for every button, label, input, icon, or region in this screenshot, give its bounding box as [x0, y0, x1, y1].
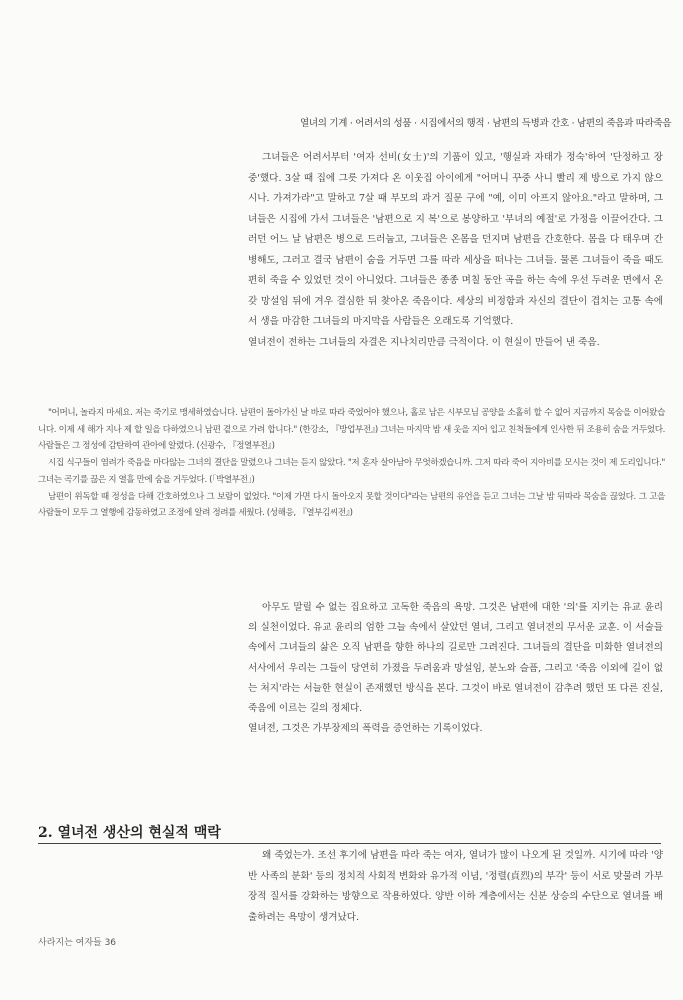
- quote-1: "어머니, 놀라지 마세요. 저는 죽기로 맹세하였습니다. 남편이 돌아가신 날 바로 따라 죽었어야 했으나, 홀로 남은 시부모님 공양을 소홀히 할 수 없어 지금까지 목숨을 이어왔습니다. 이제 세 해가 지나 제 할 일을 다하였으니 남편 곁으로 가려 합니다." (한강소, 『방업부전』) 그녀는 마지막 밤 새 옷을 지어 입고 친척들에게 인사한 뒤 조용히 숨을 거두었다. 사람들은 그 정성에 감탄하여 관아에 알렸다. (신광수, 『정열부전』): [38, 408, 665, 452]
- section-heading: 2. 열녀전 생산의 현실적 맥락: [38, 825, 221, 841]
- paragraph-2-tail: 열녀전, 그것은 가부장제의 폭력을 증언하는 기록이었다.: [248, 723, 483, 735]
- running-header-breadcrumb: 열녀의 기계 · 어려서의 성품 · 시집에서의 행적 · 남편의 득병과 간호 · 남편의 죽음과 따라죽음: [300, 118, 672, 129]
- body-paragraph-1: [248, 148, 663, 353]
- page-footer: 사라지는 여자들 36: [38, 938, 117, 948]
- section-divider: [38, 843, 661, 844]
- paragraph-1-tail: 열녀전이 전하는 그녀들의 자결은 지나치리만큼 극적이다. 이 현실이 만들어 낸 죽음.: [248, 336, 600, 348]
- paragraph-1-text: 그녀들은 어려서부터 '여자 선비(女士)'의 기품이 있고, '행실과 자태가 정숙'하여 '단정하고 장중'했다. 3살 때 집에 그릇 가져다 온 이웃집 아이에게 "어머니 꾸중 사니 빨리 제 방으로 가지 않으시나. 가져가라"고 말하고 7살 때 부모의 과거 질문 구에 "예, 이미 아프지 않아요."라고 말하며, 그녀들은 시집에 가서 그녀들은 '남편으로 지 복'으로 봉양하고 '부녀의 예절'로 가정을 이끌어간다. 그러던 어느 날 남편은 병으로 드러눕고, 그녀들은 온몸을 던지며 남편을 간호한다. 몸을 다 태우며 간병해도, 그러고 결국 남편이 숨을 거두면 그를 따라 세상을 떠나는 그녀들. 물론 그녀들이 죽을 때도 편히 죽을 수 있었던 것이 아니었다. 그녀들은 종종 며칠 동안 곡을 하는 속에 우선 두려운 면에서 온갖 망설임 뒤에 겨우 결심한 뒤 찾아온 죽음이다. 세상의 비정함과 자신의 결단이 겹치는 고통 속에서 생을 마감한 그녀들의 마지막을 사람들은 오래도록 기억했다.: [248, 152, 663, 327]
- body-paragraph-2: [248, 598, 663, 739]
- quote-3: 남편이 위독할 때 정성을 다해 간호하였으나 그 보람이 없었다. "이제 가면 다시 돌아오지 못할 것이다"라는 남편의 유언을 듣고 그녀는 그날 밤 뒤따라 목숨을 끊었다. 그 고을 사람들이 모두 그 열행에 감동하였고 조정에 알려 정려를 세웠다. (성해응, 『열부김씨전』): [38, 491, 665, 519]
- quotation-block: [38, 405, 665, 522]
- paragraph-2-text: 아무도 말릴 수 없는 집요하고 고독한 죽음의 욕망. 그것은 남편에 대한 '의'를 지키는 유교 윤리의 실천이었다. 유교 윤리의 엄한 그늘 속에서 살았던 열녀, 그리고 열녀전의 무서운 교훈. 이 서술들 속에서 그녀들의 삶은 오직 남편을 향한 하나의 길로만 그려진다. 그녀들의 결단을 미화한 열녀전의 서사에서 우리는 그들이 당연히 가졌을 두려움과 망설임, 분노와 슬픔, 그리고 '죽음 이외에 길이 없는 처지'라는 서늘한 현실이 존재했던 방식을 본다. 그것이 바로 열녀전이 감추려 했던 또 다른 진실, 죽음에 이르는 길의 정체다.: [248, 602, 663, 715]
- quote-2: 시집 식구들이 염려가 죽음을 마다않는 그녀의 결단을 말렸으나 그녀는 듣지 않았다. "저 혼자 살아남아 무엇하겠습니까. 그저 따라 죽어 지아비를 모시는 것이 제 도리입니다." 그녀는 곡기를 끊은 지 열흘 만에 숨을 거두었다. (「박열부전」): [38, 458, 665, 485]
- body-paragraph-3: 왜 죽었는가. 조선 후기에 남편을 따라 죽는 여자, 열녀가 많이 나오게 된 것일까. 시기에 따라 '양반 사족의 분화' 등의 정치적 사회적 변화와 유가적 이념, '정렬(貞烈)의 부각' 등이 서로 맞물려 가부장적 질서를 강화하는 방향으로 작용하였다. 양반 이하 계층에서는 신분 상승의 수단으로 열녀를 배출하려는 욕망이 생겨났다.: [248, 850, 663, 923]
